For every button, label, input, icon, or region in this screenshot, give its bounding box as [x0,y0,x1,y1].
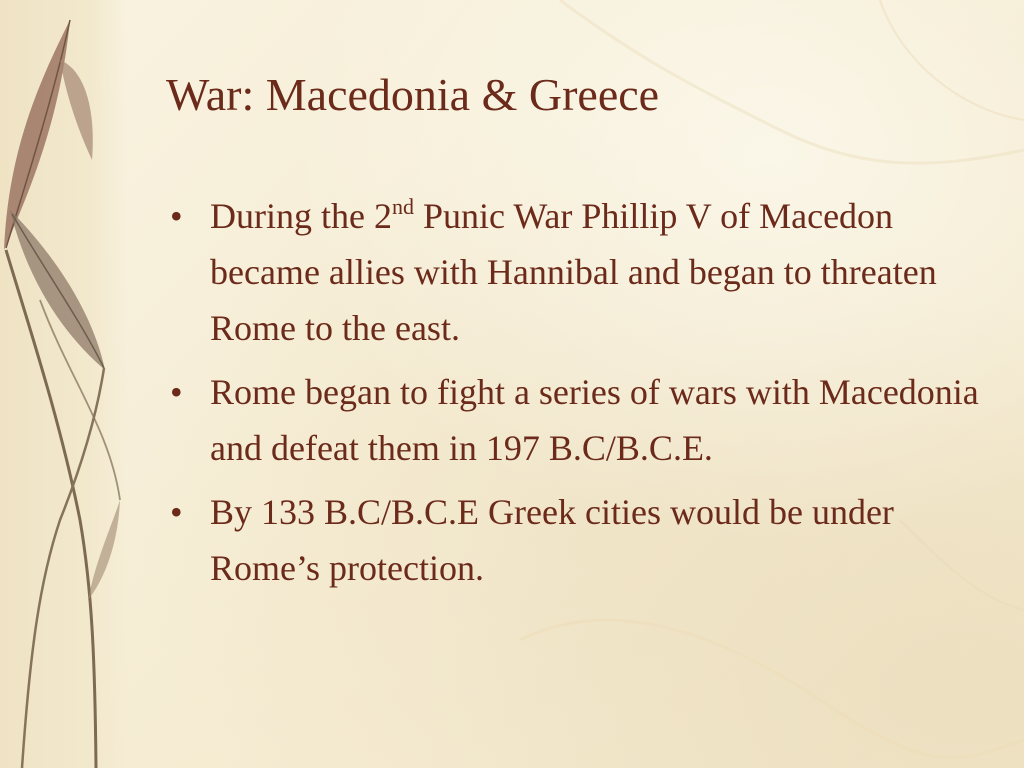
bullet-text: Rome began to fight a series of wars with Macedonia and defeat them in 197 B.C/B.C.E. [210,372,979,468]
leaf-shape [88,500,120,600]
stem-line [22,368,104,768]
bullet-item [166,484,986,596]
leaf-shape [60,60,93,160]
bullet-item [166,364,986,476]
dried-leaves-decoration [0,0,130,768]
bullet-item [166,188,986,356]
bullet-list [166,188,986,604]
bullet-text: By 133 B.C/B.C.E Greek cities would be under Rome’s protection. [210,492,894,588]
bullet-text: During the 2nd Punic War Phillip V of Macedon became allies with Hannibal and began to threaten Rome to the east. [210,194,937,348]
bullet-point-icon: • [170,372,183,412]
bullet-point-icon: • [170,196,183,236]
slide-title: War: Macedonia & Greece [166,69,660,120]
bullet-point-icon: • [170,492,183,532]
ordinal-suffix: nd [391,194,414,219]
